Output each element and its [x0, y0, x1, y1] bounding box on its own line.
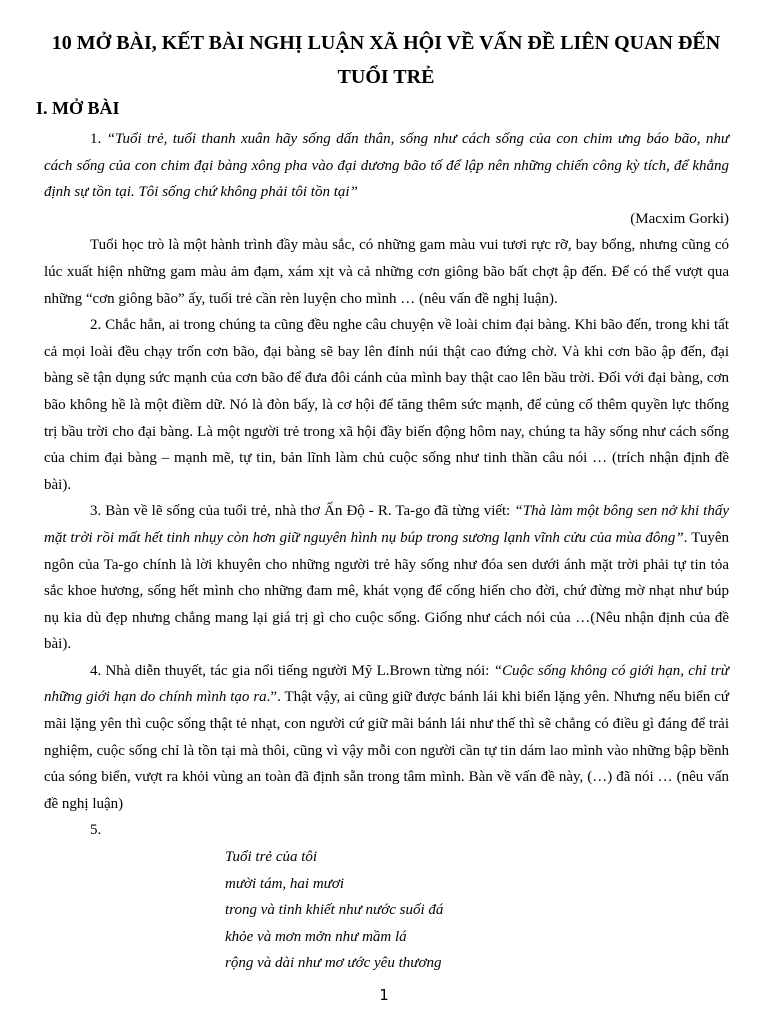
poem-line: mười tám, hai mươi — [225, 875, 345, 892]
document-title: 10 MỞ BÀI, KẾT BÀI NGHỊ LUẬN XÃ HỘI VỀ VẤN ĐỀ LIÊN QUAN ĐẾN TUỔI TRẺ — [51, 32, 721, 88]
brown-quote: “Cuộc sống không có giới hạn, chỉ trừ những giới hạn do chính mình tạo ra — [44, 662, 729, 706]
item-3-paragraph — [44, 498, 729, 658]
item-5-number: 5. — [90, 822, 102, 839]
poem-line: trong và tinh khiết như nước suối đá — [225, 902, 444, 919]
section-heading: I. MỞ BÀI — [36, 98, 120, 118]
poem-line: rộng và dài như mơ ước yêu thương — [225, 955, 442, 972]
quote-author: (Macxim Gorki) — [630, 210, 729, 227]
item-3-intro: 3. Bàn về lẽ sống của tuổi trẻ, nhà thơ Ấn Độ - R. Ta-go đã từng viết: — [90, 503, 515, 520]
item-1-quote — [44, 126, 729, 206]
item-1-number: 1. — [90, 131, 107, 147]
item-4-paragraph — [44, 658, 729, 818]
item-1-paragraph: Tuổi học trò là một hành trình đầy màu sắc, có những gam màu vui tươi rực rỡ, bay bổng, nhưng cũng có lúc xuất hiện những gam màu ảm đạm, xám xịt và cả những cơn giông bão bất chợt ập đến. Để có thể vượt qua những “cơn giông bão” ấy, tuổi trẻ cần rèn luyện cho mình … (nêu vấn đề nghị luận). — [44, 237, 729, 307]
page-number: 1 — [379, 986, 389, 1004]
item-2-paragraph: 2. Chắc hẳn, ai trong chúng ta cũng đều nghe câu chuyện về loài chim đại bàng. Khi bão đến, trong khi tất cả mọi loài đều chạy trốn cơn bão, đại bàng sẽ bay lên đỉnh núi thật cao đứng chờ. Và khi cơn bão ập đến, đại bàng sẽ tận dụng sức mạnh của cơn bão để đưa đôi cánh của mình bay thật cao lên bầu trời. Đối với đại bàng, cơn bão không hề là một điềm dữ. Nó là đòn bẩy, là cơ hội để tăng thêm sức mạnh, để củng cố thêm quyền lực thống trị bầu trời cho đại bàng. Là một người trẻ trong xã hội đầy biến động hôm nay, chúng ta hãy sống như cách sống của chim đại bàng – mạnh mẽ, tự tin, bản lĩnh làm chủ cuộc sống như tinh thần câu nói … (trích nhận định đề bài). — [44, 317, 729, 493]
item-4-rest: .”. Thật vậy, ai cũng giữ được bánh lái khi biển lặng yên. Nhưng nếu biển cứ mãi lặng yên thì cuộc sống thật tẻ nhạt, con người cứ giữ mãi bánh lái như thế thì sẽ chẳng có điều gì đáng để trải nghiệm, cuộc sống chỉ là tồn tại mà thôi, cũng vì vậy mỗi con người cần tự tin dám lao mình vào những bập bềnh của sóng biển, vượt ra khỏi vùng an toàn đã định sẵn trong tâm mình. Bàn về vấn đề này, (…) đã nói … (nêu vấn đề nghị luận) — [44, 689, 730, 812]
poem-line: Tuổi trẻ của tôi — [225, 849, 318, 866]
poem-line: khỏe và mơn mởn như mầm lá — [225, 928, 407, 945]
item-3-rest: . Tuyên ngôn của Ta-go chính là lời khuyên cho những người trẻ hãy sống như đóa sen dưới ánh mặt trời phải tự tin tỏa sắc khoe hương, sống hết mình cho những đam mê, khát vọng để cống hiến cho đời, chứ đừng mờ nhạt như búp nụ kia dù đẹp nhưng chẳng mang lại giá trị gì cho cuộc sống. Giống như cách nói của …(Nêu nhận định của đề bài). — [44, 529, 729, 653]
gorki-quote: “Tuổi trẻ, tuổi thanh xuân hãy sống dấn thân, sống như cách sống của con chim ưng báo bão, như cách sống của con chim đại bàng xông pha vào đại dương bão tố để lập nên những chiến công kỳ tích, để khẳng định sự tồn tại. Tôi sống chứ không phải tôi tồn tại” — [44, 131, 729, 201]
poem — [225, 844, 729, 977]
tagore-quote: “Thà làm một bông sen nở khi thấy mặt trời rồi mất hết tinh nhụy còn hơn giữ nguyên hình nụ búp trong sương lạnh vĩnh cửu của mùa đông” — [44, 503, 729, 546]
item-4-intro: 4. Nhà diễn thuyết, tác gia nổi tiếng người Mỹ L.Brown từng nói: — [90, 662, 494, 679]
document-body — [44, 126, 729, 977]
